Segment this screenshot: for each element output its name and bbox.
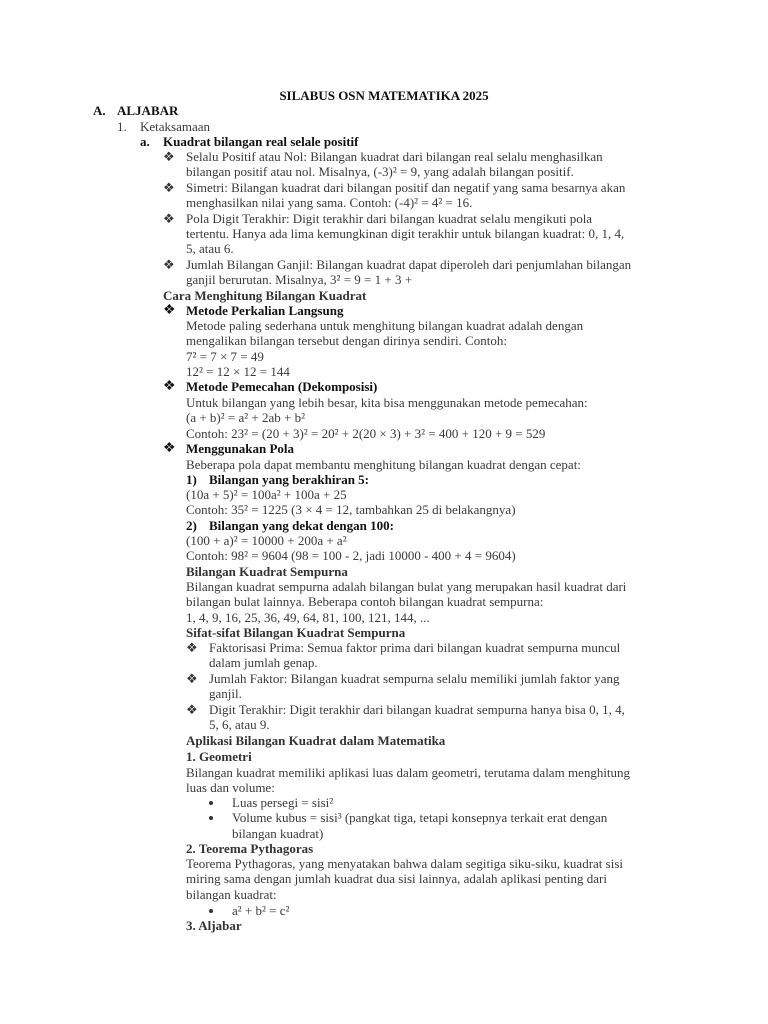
text-line: Contoh: 23² = (20 + 3)² = 20² + 2(20 × 3) + 3² = 400 + 120 + 9 = 529 — [186, 425, 546, 441]
list-item-line: Faktorisasi Prima: Semua faktor prima dari bilangan kuadrat sempurna muncul — [209, 640, 621, 655]
list-item — [163, 149, 631, 180]
section-a-marker: A. — [93, 103, 106, 118]
sempurna-body — [186, 579, 626, 625]
diamond-bullet-icon: ❖ — [163, 256, 175, 272]
list-item — [186, 671, 625, 702]
geometri-body — [186, 765, 630, 796]
pattern-1-body — [186, 487, 516, 518]
round-bullet-icon — [209, 816, 213, 820]
list-item-line: bilangan positif atau nol. Misalnya, (-3)² = 9, yang adalah bilangan positif. — [186, 164, 574, 180]
pythagoras-heading: 2. Teorema Pythagoras — [186, 841, 314, 856]
page-title: SILABUS OSN MATEMATIKA 2025 — [279, 88, 489, 103]
list-item — [209, 903, 289, 918]
list-item-line: 5, 6, atau 9. — [209, 717, 270, 733]
pattern-2-body — [186, 533, 516, 564]
text-line: mengalikan bilangan tersebut dengan dirinya sendiri. Contoh: — [186, 333, 507, 349]
metode-1-body — [186, 318, 583, 380]
metode-3-heading: Menggunakan Pola — [186, 441, 294, 456]
item-1-marker: 1. — [117, 119, 127, 134]
text-line: 12² = 12 × 12 = 144 — [186, 364, 290, 380]
item-1-heading: Ketaksamaan — [140, 119, 211, 134]
diamond-bullet-icon: ❖ — [163, 379, 176, 394]
section-heading-cara: Cara Menghitung Bilangan Kuadrat — [163, 288, 367, 303]
list-item-line: menghasilkan nilai yang sama. Contoh: (-4)² = 4² = 16. — [186, 195, 473, 211]
text-line: Bilangan kuadrat memiliki aplikasi luas dalam geometri, terutama dalam menghitung — [186, 765, 631, 780]
text-line: miring sama dengan jumlah kuadrat dua sisi lainnya, adalah aplikasi penting dari — [186, 871, 607, 887]
round-bullet-icon — [209, 801, 213, 805]
metode-3-intro: Beberapa pola dapat membantu menghitung bilangan kuadrat dengan cepat: — [186, 457, 581, 472]
list-item-line: 5, atau 6. — [186, 241, 234, 257]
text-line: (10a + 5)² = 100a² + 100a + 25 — [186, 487, 347, 502]
sifat-list — [186, 640, 625, 732]
text-line: 7² = 7 × 7 = 49 — [186, 348, 264, 364]
list-item-line: ganjil berurutan. Misalnya, 3² = 9 = 1 + 3 + — [186, 272, 413, 288]
diamond-bullet-icon: ❖ — [163, 303, 176, 318]
list-item — [163, 257, 631, 288]
text-line: (100 + a)² = 10000 + 200a + a² — [186, 533, 347, 548]
list-item-line: bilangan kuadrat) — [232, 825, 324, 841]
text-line: Contoh: 98² = 9604 (98 = 100 - 2, jadi 10000 - 400 + 4 = 9604) — [186, 548, 516, 564]
round-bullet-icon — [209, 909, 213, 913]
text-line: Bilangan kuadrat sempurna adalah bilangan bulat yang merupakan hasil kuadrat dari — [186, 579, 627, 594]
list-item — [209, 810, 607, 841]
list-item-line: Pola Digit Terakhir: Digit terakhir dari bilangan kuadrat selalu mengikuti pola — [186, 210, 593, 226]
text-line: Contoh: 35² = 1225 (3 × 4 = 12, tambahkan 25 di belakangnya) — [186, 502, 516, 518]
aljabar-subheading: 3. Aljabar — [186, 918, 242, 933]
pattern-2-heading: Bilangan yang dekat dengan 100: — [209, 518, 394, 533]
sempurna-heading: Bilangan Kuadrat Sempurna — [186, 564, 348, 579]
list-item-line: Luas persegi = sisi² — [232, 795, 334, 810]
section-a-heading: ALJABAR — [117, 103, 179, 118]
geometri-heading: 1. Geometri — [186, 749, 252, 764]
list-item — [186, 640, 625, 671]
list-item — [163, 180, 631, 211]
list-item-line: Selalu Positif atau Nol: Bilangan kuadrat dari bilangan real selalu menghasilkan — [186, 149, 603, 164]
text-line: Metode paling sederhana untuk menghitung bilangan kuadrat adalah dengan — [186, 318, 584, 333]
text-line: Untuk bilangan yang lebih besar, kita bisa menggunakan metode pemecahan: — [186, 395, 588, 410]
pattern-1-heading: Bilangan yang berakhiran 5: — [209, 472, 370, 487]
diamond-bullet-icon: ❖ — [186, 701, 198, 717]
geometri-bullets — [209, 795, 607, 841]
list-item-line: tertentu. Hanya ada lima kemungkinan digit terakhir untuk bilangan kuadrat: 0, 1, 4, — [186, 226, 625, 242]
list-item — [163, 211, 631, 257]
metode-1-heading: Metode Perkalian Langsung — [186, 303, 344, 318]
sub-a-marker: a. — [140, 134, 150, 149]
list-item-line: Jumlah Bilangan Ganjil: Bilangan kuadrat dapat diperoleh dari penjumlahan bilangan — [186, 256, 632, 272]
diamond-bullet-icon: ❖ — [186, 670, 198, 686]
list-item-line: ganjil. — [209, 686, 242, 702]
diamond-bullet-icon: ❖ — [163, 149, 175, 164]
diamond-bullet-icon: ❖ — [163, 441, 176, 456]
aplikasi-heading: Aplikasi Bilangan Kuadrat dalam Matematika — [186, 733, 446, 748]
metode-2-body — [186, 395, 588, 441]
text-line: Teorema Pythagoras, yang menyatakan bahwa dalam segitiga siku-siku, kuadrat sisi — [186, 856, 623, 871]
diamond-bullet-icon: ❖ — [186, 640, 198, 655]
list-item-line: Volume kubus = sisi³ (pangkat tiga, tetapi konsepnya terkait erat dengan — [232, 810, 608, 826]
list-item-line: Digit Terakhir: Digit terakhir dari bilangan kuadrat sempurna hanya bisa 0, 1, 4, — [209, 701, 625, 717]
list-item — [186, 702, 625, 733]
text-line: bilangan kuadrat: — [186, 886, 277, 902]
sifat-heading: Sifat-sifat Bilangan Kuadrat Sempurna — [186, 625, 406, 640]
text-line: bilangan bulat lainnya. Beberapa contoh bilangan kuadrat sempurna: — [186, 594, 544, 610]
list-item-line: Jumlah Faktor: Bilangan kuadrat sempurna selalu memiliki jumlah faktor yang — [209, 670, 620, 686]
list-item — [209, 795, 607, 810]
list-item-line: a² + b² = c² — [232, 903, 290, 918]
pythagoras-bullets — [209, 903, 289, 918]
metode-2-heading: Metode Pemecahan (Dekomposisi) — [186, 379, 378, 394]
pattern-2-marker: 2) — [186, 518, 197, 533]
list-item-line: Simetri: Bilangan kuadrat dari bilangan positif dan negatif yang sama besarnya akan — [186, 179, 626, 195]
list-item-line: dalam jumlah genap. — [209, 655, 318, 671]
diamond-bullet-icon: ❖ — [163, 210, 175, 226]
text-line: (a + b)² = a² + 2ab + b² — [186, 410, 305, 426]
text-line: luas dan volume: — [186, 780, 275, 796]
pattern-1-marker: 1) — [186, 472, 197, 487]
diamond-bullet-icon: ❖ — [163, 179, 175, 195]
sub-a-heading: Kuadrat bilangan real selale positif — [163, 134, 359, 149]
text-line: 1, 4, 9, 16, 25, 36, 49, 64, 81, 100, 121, 144, ... — [186, 609, 430, 625]
properties-list — [163, 149, 631, 288]
pythagoras-body — [186, 856, 623, 902]
